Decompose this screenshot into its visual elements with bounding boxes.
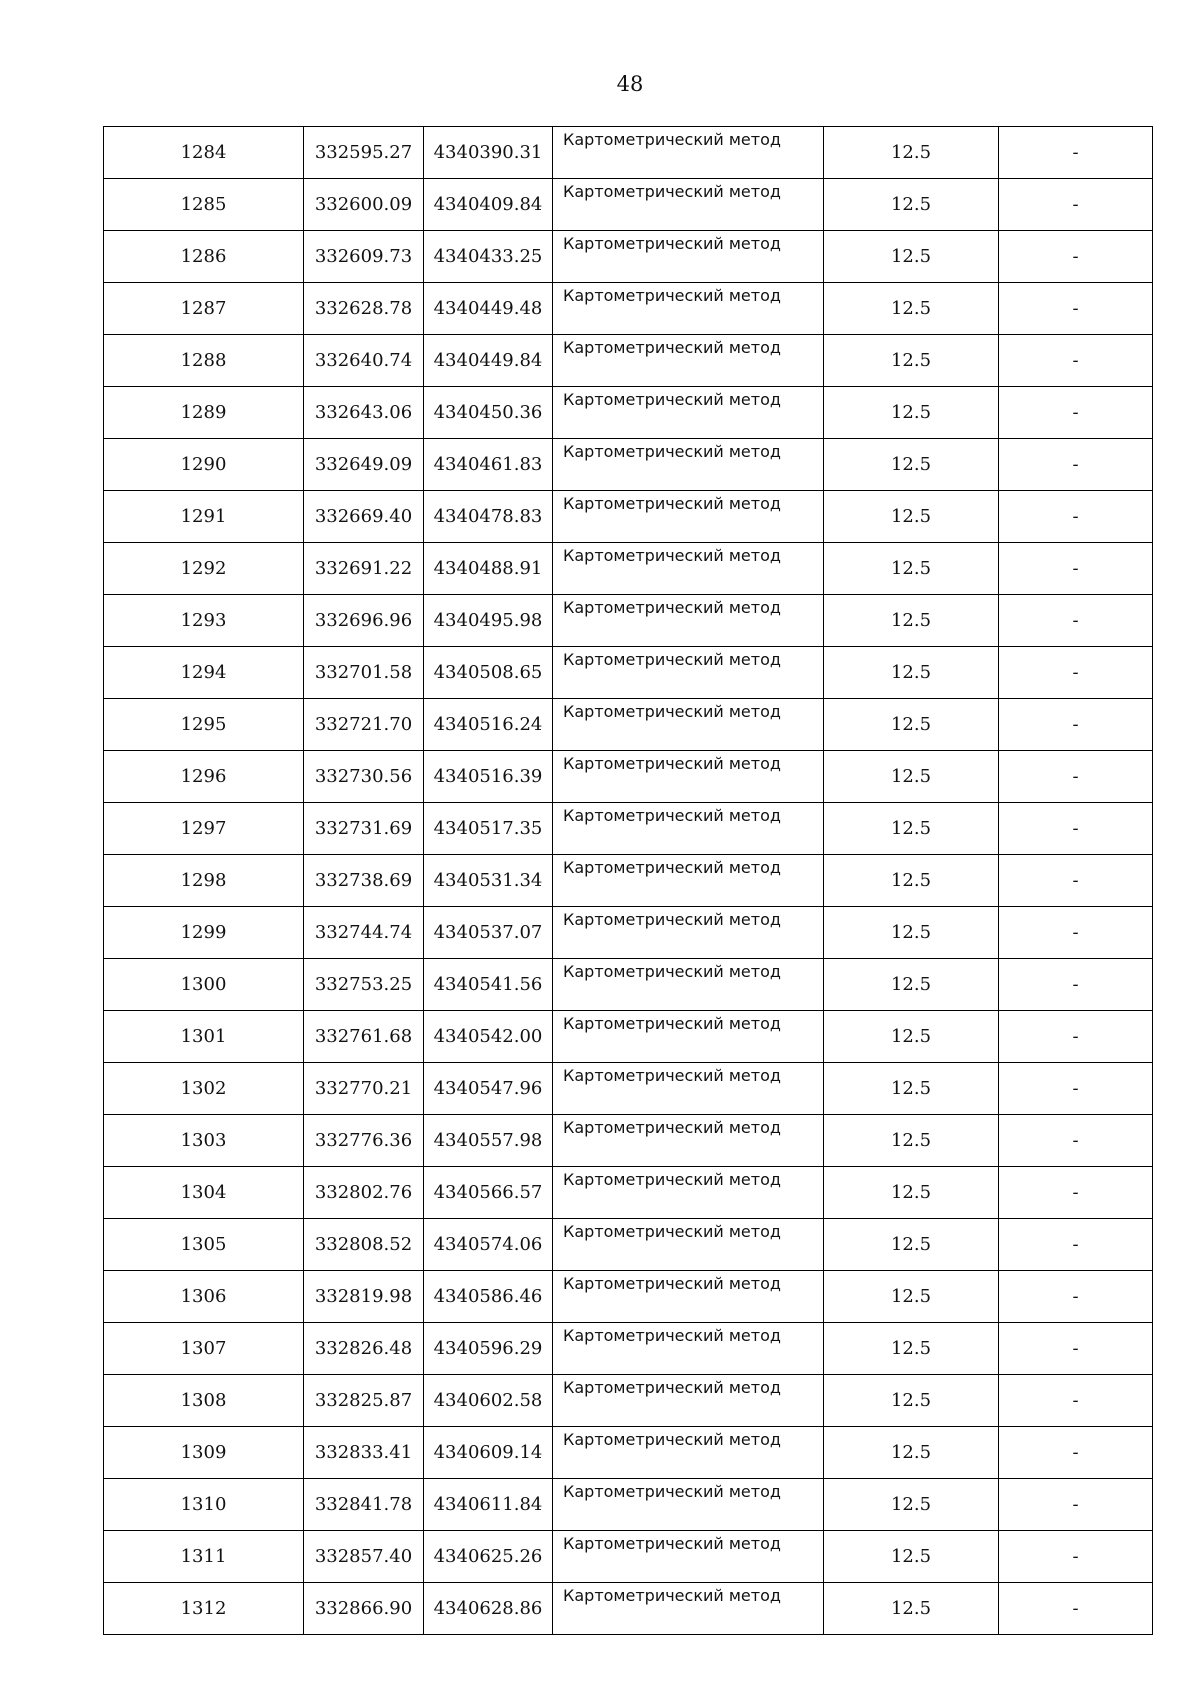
accuracy-cell: 12.5 [824, 1323, 999, 1375]
coordinates-table [103, 126, 1153, 1635]
point-number-cell: 1303 [104, 1115, 304, 1167]
table-row [104, 127, 1153, 179]
accuracy-cell: 12.5 [824, 803, 999, 855]
description-cell: - [999, 1323, 1153, 1375]
method-cell: Картометрический метод [553, 1011, 824, 1063]
point-number-cell: 1300 [104, 959, 304, 1011]
x-coordinate-cell: 332841.78 [304, 1479, 424, 1531]
description-cell: - [999, 127, 1153, 179]
point-number-cell: 1292 [104, 543, 304, 595]
table-row [104, 1167, 1153, 1219]
table-row [104, 803, 1153, 855]
accuracy-cell: 12.5 [824, 179, 999, 231]
x-coordinate-cell: 332833.41 [304, 1427, 424, 1479]
table-row [104, 439, 1153, 491]
table-row [104, 1271, 1153, 1323]
description-cell: - [999, 803, 1153, 855]
x-coordinate-cell: 332701.58 [304, 647, 424, 699]
method-cell: Картометрический метод [553, 1219, 824, 1271]
y-coordinate-cell: 4340557.98 [424, 1115, 553, 1167]
accuracy-cell: 12.5 [824, 1219, 999, 1271]
description-cell: - [999, 1063, 1153, 1115]
table-row [104, 595, 1153, 647]
table-row [104, 543, 1153, 595]
method-cell: Картометрический метод [553, 127, 824, 179]
x-coordinate-cell: 332857.40 [304, 1531, 424, 1583]
method-cell: Картометрический метод [553, 439, 824, 491]
description-cell: - [999, 439, 1153, 491]
description-cell: - [999, 855, 1153, 907]
method-cell: Картометрический метод [553, 959, 824, 1011]
method-cell: Картометрический метод [553, 907, 824, 959]
accuracy-cell: 12.5 [824, 439, 999, 491]
y-coordinate-cell: 4340602.58 [424, 1375, 553, 1427]
method-cell: Картометрический метод [553, 1583, 824, 1635]
y-coordinate-cell: 4340390.31 [424, 127, 553, 179]
y-coordinate-cell: 4340596.29 [424, 1323, 553, 1375]
point-number-cell: 1286 [104, 231, 304, 283]
x-coordinate-cell: 332776.36 [304, 1115, 424, 1167]
description-cell: - [999, 751, 1153, 803]
y-coordinate-cell: 4340531.34 [424, 855, 553, 907]
y-coordinate-cell: 4340547.96 [424, 1063, 553, 1115]
description-cell: - [999, 1219, 1153, 1271]
y-coordinate-cell: 4340449.84 [424, 335, 553, 387]
table-row [104, 1531, 1153, 1583]
y-coordinate-cell: 4340449.48 [424, 283, 553, 335]
accuracy-cell: 12.5 [824, 1271, 999, 1323]
point-number-cell: 1310 [104, 1479, 304, 1531]
table-row [104, 907, 1153, 959]
table-row [104, 1583, 1153, 1635]
method-cell: Картометрический метод [553, 283, 824, 335]
table-row [104, 1219, 1153, 1271]
y-coordinate-cell: 4340495.98 [424, 595, 553, 647]
description-cell: - [999, 335, 1153, 387]
accuracy-cell: 12.5 [824, 959, 999, 1011]
point-number-cell: 1289 [104, 387, 304, 439]
x-coordinate-cell: 332731.69 [304, 803, 424, 855]
description-cell: - [999, 647, 1153, 699]
table-row [104, 335, 1153, 387]
table-row [104, 1323, 1153, 1375]
method-cell: Картометрический метод [553, 699, 824, 751]
accuracy-cell: 12.5 [824, 1375, 999, 1427]
y-coordinate-cell: 4340574.06 [424, 1219, 553, 1271]
table-row [104, 1427, 1153, 1479]
x-coordinate-cell: 332600.09 [304, 179, 424, 231]
accuracy-cell: 12.5 [824, 1427, 999, 1479]
table-row [104, 1011, 1153, 1063]
x-coordinate-cell: 332802.76 [304, 1167, 424, 1219]
point-number-cell: 1287 [104, 283, 304, 335]
accuracy-cell: 12.5 [824, 595, 999, 647]
x-coordinate-cell: 332744.74 [304, 907, 424, 959]
accuracy-cell: 12.5 [824, 751, 999, 803]
method-cell: Картометрический метод [553, 1427, 824, 1479]
point-number-cell: 1285 [104, 179, 304, 231]
accuracy-cell: 12.5 [824, 1115, 999, 1167]
method-cell: Картометрический метод [553, 855, 824, 907]
point-number-cell: 1299 [104, 907, 304, 959]
x-coordinate-cell: 332826.48 [304, 1323, 424, 1375]
point-number-cell: 1301 [104, 1011, 304, 1063]
point-number-cell: 1284 [104, 127, 304, 179]
description-cell: - [999, 1583, 1153, 1635]
accuracy-cell: 12.5 [824, 387, 999, 439]
description-cell: - [999, 1011, 1153, 1063]
y-coordinate-cell: 4340537.07 [424, 907, 553, 959]
accuracy-cell: 12.5 [824, 1167, 999, 1219]
y-coordinate-cell: 4340488.91 [424, 543, 553, 595]
method-cell: Картометрический метод [553, 803, 824, 855]
accuracy-cell: 12.5 [824, 855, 999, 907]
method-cell: Картометрический метод [553, 231, 824, 283]
accuracy-cell: 12.5 [824, 127, 999, 179]
accuracy-cell: 12.5 [824, 647, 999, 699]
table-row [104, 855, 1153, 907]
y-coordinate-cell: 4340450.36 [424, 387, 553, 439]
point-number-cell: 1288 [104, 335, 304, 387]
x-coordinate-cell: 332640.74 [304, 335, 424, 387]
description-cell: - [999, 595, 1153, 647]
x-coordinate-cell: 332819.98 [304, 1271, 424, 1323]
x-coordinate-cell: 332643.06 [304, 387, 424, 439]
point-number-cell: 1304 [104, 1167, 304, 1219]
method-cell: Картометрический метод [553, 1063, 824, 1115]
table-row [104, 491, 1153, 543]
description-cell: - [999, 283, 1153, 335]
point-number-cell: 1308 [104, 1375, 304, 1427]
x-coordinate-cell: 332669.40 [304, 491, 424, 543]
accuracy-cell: 12.5 [824, 1531, 999, 1583]
method-cell: Картометрический метод [553, 1323, 824, 1375]
table-row [104, 1479, 1153, 1531]
table-row [104, 283, 1153, 335]
point-number-cell: 1309 [104, 1427, 304, 1479]
point-number-cell: 1290 [104, 439, 304, 491]
description-cell: - [999, 1375, 1153, 1427]
description-cell: - [999, 491, 1153, 543]
point-number-cell: 1307 [104, 1323, 304, 1375]
method-cell: Картометрический метод [553, 335, 824, 387]
y-coordinate-cell: 4340516.39 [424, 751, 553, 803]
x-coordinate-cell: 332609.73 [304, 231, 424, 283]
point-number-cell: 1294 [104, 647, 304, 699]
y-coordinate-cell: 4340461.83 [424, 439, 553, 491]
description-cell: - [999, 1479, 1153, 1531]
accuracy-cell: 12.5 [824, 231, 999, 283]
method-cell: Картометрический метод [553, 1479, 824, 1531]
y-coordinate-cell: 4340409.84 [424, 179, 553, 231]
table-row [104, 387, 1153, 439]
point-number-cell: 1291 [104, 491, 304, 543]
accuracy-cell: 12.5 [824, 699, 999, 751]
y-coordinate-cell: 4340541.56 [424, 959, 553, 1011]
point-number-cell: 1302 [104, 1063, 304, 1115]
accuracy-cell: 12.5 [824, 491, 999, 543]
y-coordinate-cell: 4340611.84 [424, 1479, 553, 1531]
accuracy-cell: 12.5 [824, 543, 999, 595]
x-coordinate-cell: 332595.27 [304, 127, 424, 179]
accuracy-cell: 12.5 [824, 1063, 999, 1115]
method-cell: Картометрический метод [553, 751, 824, 803]
accuracy-cell: 12.5 [824, 1583, 999, 1635]
table-row [104, 959, 1153, 1011]
x-coordinate-cell: 332825.87 [304, 1375, 424, 1427]
point-number-cell: 1296 [104, 751, 304, 803]
method-cell: Картометрический метод [553, 491, 824, 543]
method-cell: Картометрический метод [553, 543, 824, 595]
method-cell: Картометрический метод [553, 1167, 824, 1219]
accuracy-cell: 12.5 [824, 1011, 999, 1063]
table-row [104, 751, 1153, 803]
table-row [104, 699, 1153, 751]
point-number-cell: 1312 [104, 1583, 304, 1635]
table-row [104, 1115, 1153, 1167]
x-coordinate-cell: 332808.52 [304, 1219, 424, 1271]
accuracy-cell: 12.5 [824, 907, 999, 959]
point-number-cell: 1306 [104, 1271, 304, 1323]
point-number-cell: 1298 [104, 855, 304, 907]
method-cell: Картометрический метод [553, 179, 824, 231]
description-cell: - [999, 179, 1153, 231]
description-cell: - [999, 1427, 1153, 1479]
accuracy-cell: 12.5 [824, 1479, 999, 1531]
method-cell: Картометрический метод [553, 1271, 824, 1323]
table-body [104, 127, 1153, 1635]
y-coordinate-cell: 4340542.00 [424, 1011, 553, 1063]
page-number: 48 [616, 72, 644, 96]
description-cell: - [999, 1531, 1153, 1583]
point-number-cell: 1305 [104, 1219, 304, 1271]
y-coordinate-cell: 4340625.26 [424, 1531, 553, 1583]
point-number-cell: 1295 [104, 699, 304, 751]
method-cell: Картометрический метод [553, 1115, 824, 1167]
method-cell: Картометрический метод [553, 647, 824, 699]
x-coordinate-cell: 332738.69 [304, 855, 424, 907]
description-cell: - [999, 959, 1153, 1011]
x-coordinate-cell: 332628.78 [304, 283, 424, 335]
y-coordinate-cell: 4340516.24 [424, 699, 553, 751]
x-coordinate-cell: 332649.09 [304, 439, 424, 491]
y-coordinate-cell: 4340566.57 [424, 1167, 553, 1219]
method-cell: Картометрический метод [553, 387, 824, 439]
y-coordinate-cell: 4340586.46 [424, 1271, 553, 1323]
x-coordinate-cell: 332721.70 [304, 699, 424, 751]
description-cell: - [999, 1167, 1153, 1219]
description-cell: - [999, 231, 1153, 283]
table-row [104, 647, 1153, 699]
description-cell: - [999, 387, 1153, 439]
x-coordinate-cell: 332753.25 [304, 959, 424, 1011]
table-row [104, 1375, 1153, 1427]
y-coordinate-cell: 4340508.65 [424, 647, 553, 699]
y-coordinate-cell: 4340609.14 [424, 1427, 553, 1479]
y-coordinate-cell: 4340628.86 [424, 1583, 553, 1635]
x-coordinate-cell: 332866.90 [304, 1583, 424, 1635]
x-coordinate-cell: 332730.56 [304, 751, 424, 803]
accuracy-cell: 12.5 [824, 283, 999, 335]
method-cell: Картометрический метод [553, 595, 824, 647]
y-coordinate-cell: 4340517.35 [424, 803, 553, 855]
point-number-cell: 1297 [104, 803, 304, 855]
x-coordinate-cell: 332696.96 [304, 595, 424, 647]
x-coordinate-cell: 332770.21 [304, 1063, 424, 1115]
description-cell: - [999, 543, 1153, 595]
description-cell: - [999, 1271, 1153, 1323]
description-cell: - [999, 699, 1153, 751]
accuracy-cell: 12.5 [824, 335, 999, 387]
description-cell: - [999, 907, 1153, 959]
point-number-cell: 1311 [104, 1531, 304, 1583]
point-number-cell: 1293 [104, 595, 304, 647]
table-row [104, 1063, 1153, 1115]
x-coordinate-cell: 332691.22 [304, 543, 424, 595]
method-cell: Картометрический метод [553, 1531, 824, 1583]
y-coordinate-cell: 4340433.25 [424, 231, 553, 283]
description-cell: - [999, 1115, 1153, 1167]
table-row [104, 231, 1153, 283]
table-row [104, 179, 1153, 231]
y-coordinate-cell: 4340478.83 [424, 491, 553, 543]
method-cell: Картометрический метод [553, 1375, 824, 1427]
x-coordinate-cell: 332761.68 [304, 1011, 424, 1063]
